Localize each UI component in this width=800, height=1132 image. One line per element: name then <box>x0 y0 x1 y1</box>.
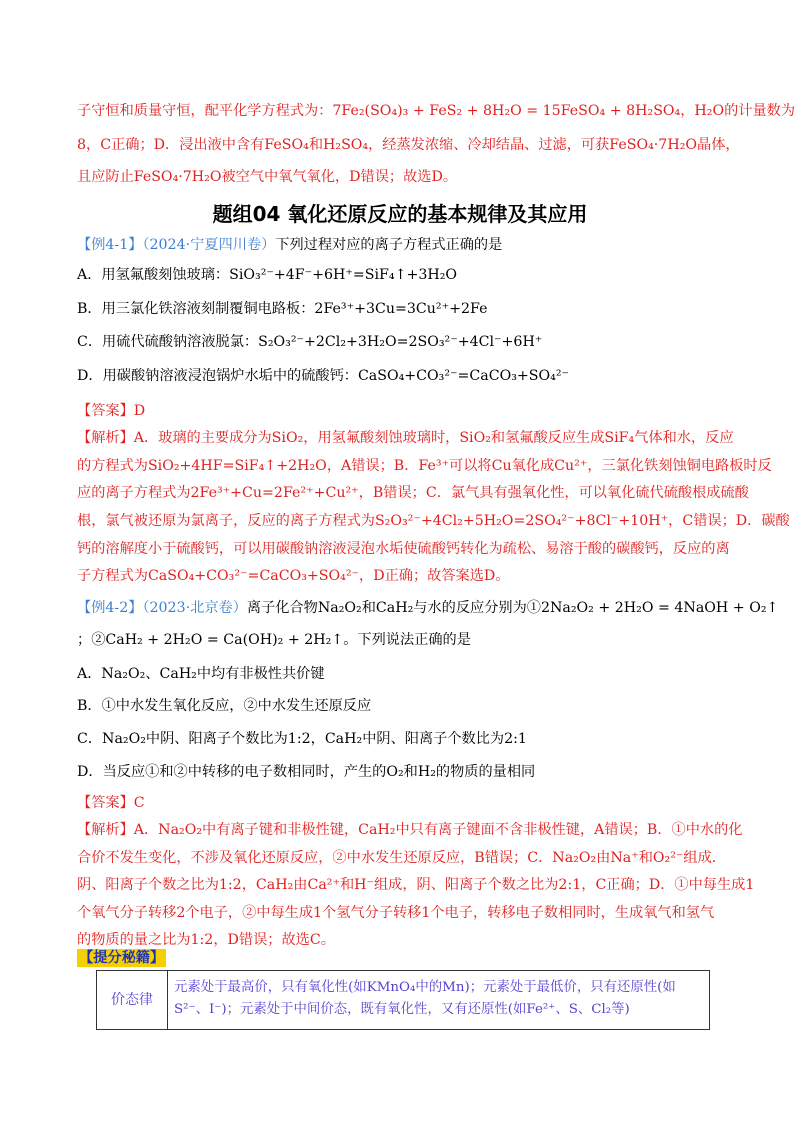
analysis-line: 阴、阳离子个数之比为1:2，CaH₂由Ca²⁺和H⁻组成，阴、阳离子个数之比为2:1，C正确；D．①中每生成1 <box>77 877 755 893</box>
analysis-line: 【解析】A．Na₂O₂中有离子键和非极性键，CaH₂中只有离子键面不含非极性键，A错误；B．①中水的化 <box>77 822 743 838</box>
example-tag: 【例4-1】 <box>77 237 143 253</box>
option-c: C．用硫代硫酸钠溶液脱氯：S₂O₃²⁻+2Cl₂+3H₂O=2SO₃²⁻+4Cl⁻+6H⁺ <box>77 334 543 350</box>
section-title: 题组04 氧化还原反应的基本规律及其应用 <box>212 202 588 226</box>
option-a: A．用氢氟酸刻蚀玻璃：SiO₃²⁻+4F⁻+6H⁺=SiF₄↑+3H₂O <box>77 267 458 283</box>
tips-line: S²⁻、I⁻)；元素处于中间价态，既有氧化性，又有还原性(如Fe²⁺、S、Cl₂等) <box>174 1002 630 1017</box>
intro-line: 且应防止FeSO₄·7H₂O被空气中氧气氧化，D错误；故选D。 <box>77 169 458 185</box>
option-d: D．当反应①和②中转移的电子数相同时，产生的O₂和H₂的物质的量相同 <box>77 764 536 780</box>
option-a: A．Na₂O₂、CaH₂中均有非极性共价键 <box>77 666 325 682</box>
analysis-line: 子方程式为CaSO₄+CO₃²⁻=CaCO₃+SO₄²⁻，D正确；故答案选D。 <box>77 568 510 584</box>
option-b: B．用三氯化铁溶液刻制覆铜电路板：2Fe³⁺+3Cu=3Cu²⁺+2Fe <box>77 301 488 317</box>
option-d: D．用碳酸钠溶液浸泡锅炉水垢中的硫酸钙：CaSO₄+CO₃²⁻=CaCO₃+SO₄²⁻ <box>77 368 570 384</box>
analysis-line: 钙的溶解度小于硫酸钙，可以用碳酸钠溶液浸泡水垢使硫酸钙转化为疏松、易溶于酸的碳酸钙，反应的离 <box>77 541 730 557</box>
analysis-line: 的物质的量之比为1:2，D错误；故选C。 <box>77 932 335 948</box>
question-text: ；②CaH₂ + 2H₂O = Ca(OH)₂ + 2H₂↑。下列说法正确的是 <box>77 632 471 648</box>
tips-highlight: 【提分秘籍】 <box>79 950 165 966</box>
analysis-line: 合价不发生变化，不涉及氧化还原反应，②中水发生还原反应，B错误；C．Na₂O₂由Na⁺和O₂²⁻组成． <box>77 850 726 866</box>
tips-table <box>96 970 710 1030</box>
tips-label <box>77 948 166 968</box>
analysis-line: 根，氯气被还原为氯离子，反应的离子方程式为S₂O₃²⁻+4Cl₂+5H₂O=2SO₄²⁻+8Cl⁻+10H⁺，C错误；D．碳酸 <box>77 513 790 529</box>
intro-line: 8，C正确；D．浸出液中含有FeSO₄和H₂SO₄，经蒸发浓缩、冷却结晶、过滤，可获FeSO₄·7H₂O晶体， <box>77 137 740 153</box>
analysis-line: 的方程式为SiO₂+4HF=SiF₄↑+2H₂O，A错误；B．Fe³⁺可以将Cu氧化成Cu²⁺，三氯化铁刻蚀铜电路板时反 <box>77 458 772 474</box>
example-source: （2023·北京卷） <box>142 600 247 616</box>
intro-line: 子守恒和质量守恒，配平化学方程式为：7Fe₂(SO₄)₃ + FeS₂ + 8H₂O = 15FeSO₄ + 8H₂SO₄，H₂O的计量数为 <box>77 103 796 119</box>
answer: 【答案】D <box>77 403 146 419</box>
tips-row-body <box>174 977 704 1021</box>
question-text: 下列过程对应的离子方程式正确的是 <box>275 237 503 253</box>
analysis-line: 【解析】A．玻璃的主要成分为SiO₂，用氢氟酸刻蚀玻璃时，SiO₂和氢氟酸反应生成SiF₄气体和水，反应 <box>77 430 734 446</box>
example1-header <box>77 235 502 255</box>
example2-header <box>77 598 778 618</box>
analysis-line: 个氧气分子转移2个电子，②中每生成1个氢气分子转移1个电子，转移电子数相同时，生成氧气和氢气 <box>77 905 715 921</box>
example-source: （2024·宁夏四川卷） <box>142 237 276 253</box>
option-b: B．①中水发生氧化反应，②中水发生还原反应 <box>77 698 372 714</box>
option-c: C．Na₂O₂中阴、阳离子个数比为1:2，CaH₂中阴、阳离子个数比为2:1 <box>77 731 527 747</box>
question-text: 离子化合物Na₂O₂和CaH₂与水的反应分别为①2Na₂O₂ + 2H₂O = 4NaOH + O₂↑ <box>246 600 779 616</box>
tips-line: 元素处于最高价，只有氧化性(如KMnO₄中的Mn)；元素处于最低价，只有还原性(如 <box>174 980 676 995</box>
answer: 【答案】C <box>77 795 145 811</box>
example-tag: 【例4-2】 <box>77 600 143 616</box>
analysis-line: 应的离子方程式为2Fe³⁺+Cu=2Fe²⁺+Cu²⁺，B错误；C．氯气具有强氧化性，可以氧化硫代硫酸根成硫酸 <box>77 485 749 501</box>
tips-row-head: 价态律 <box>97 971 168 1029</box>
